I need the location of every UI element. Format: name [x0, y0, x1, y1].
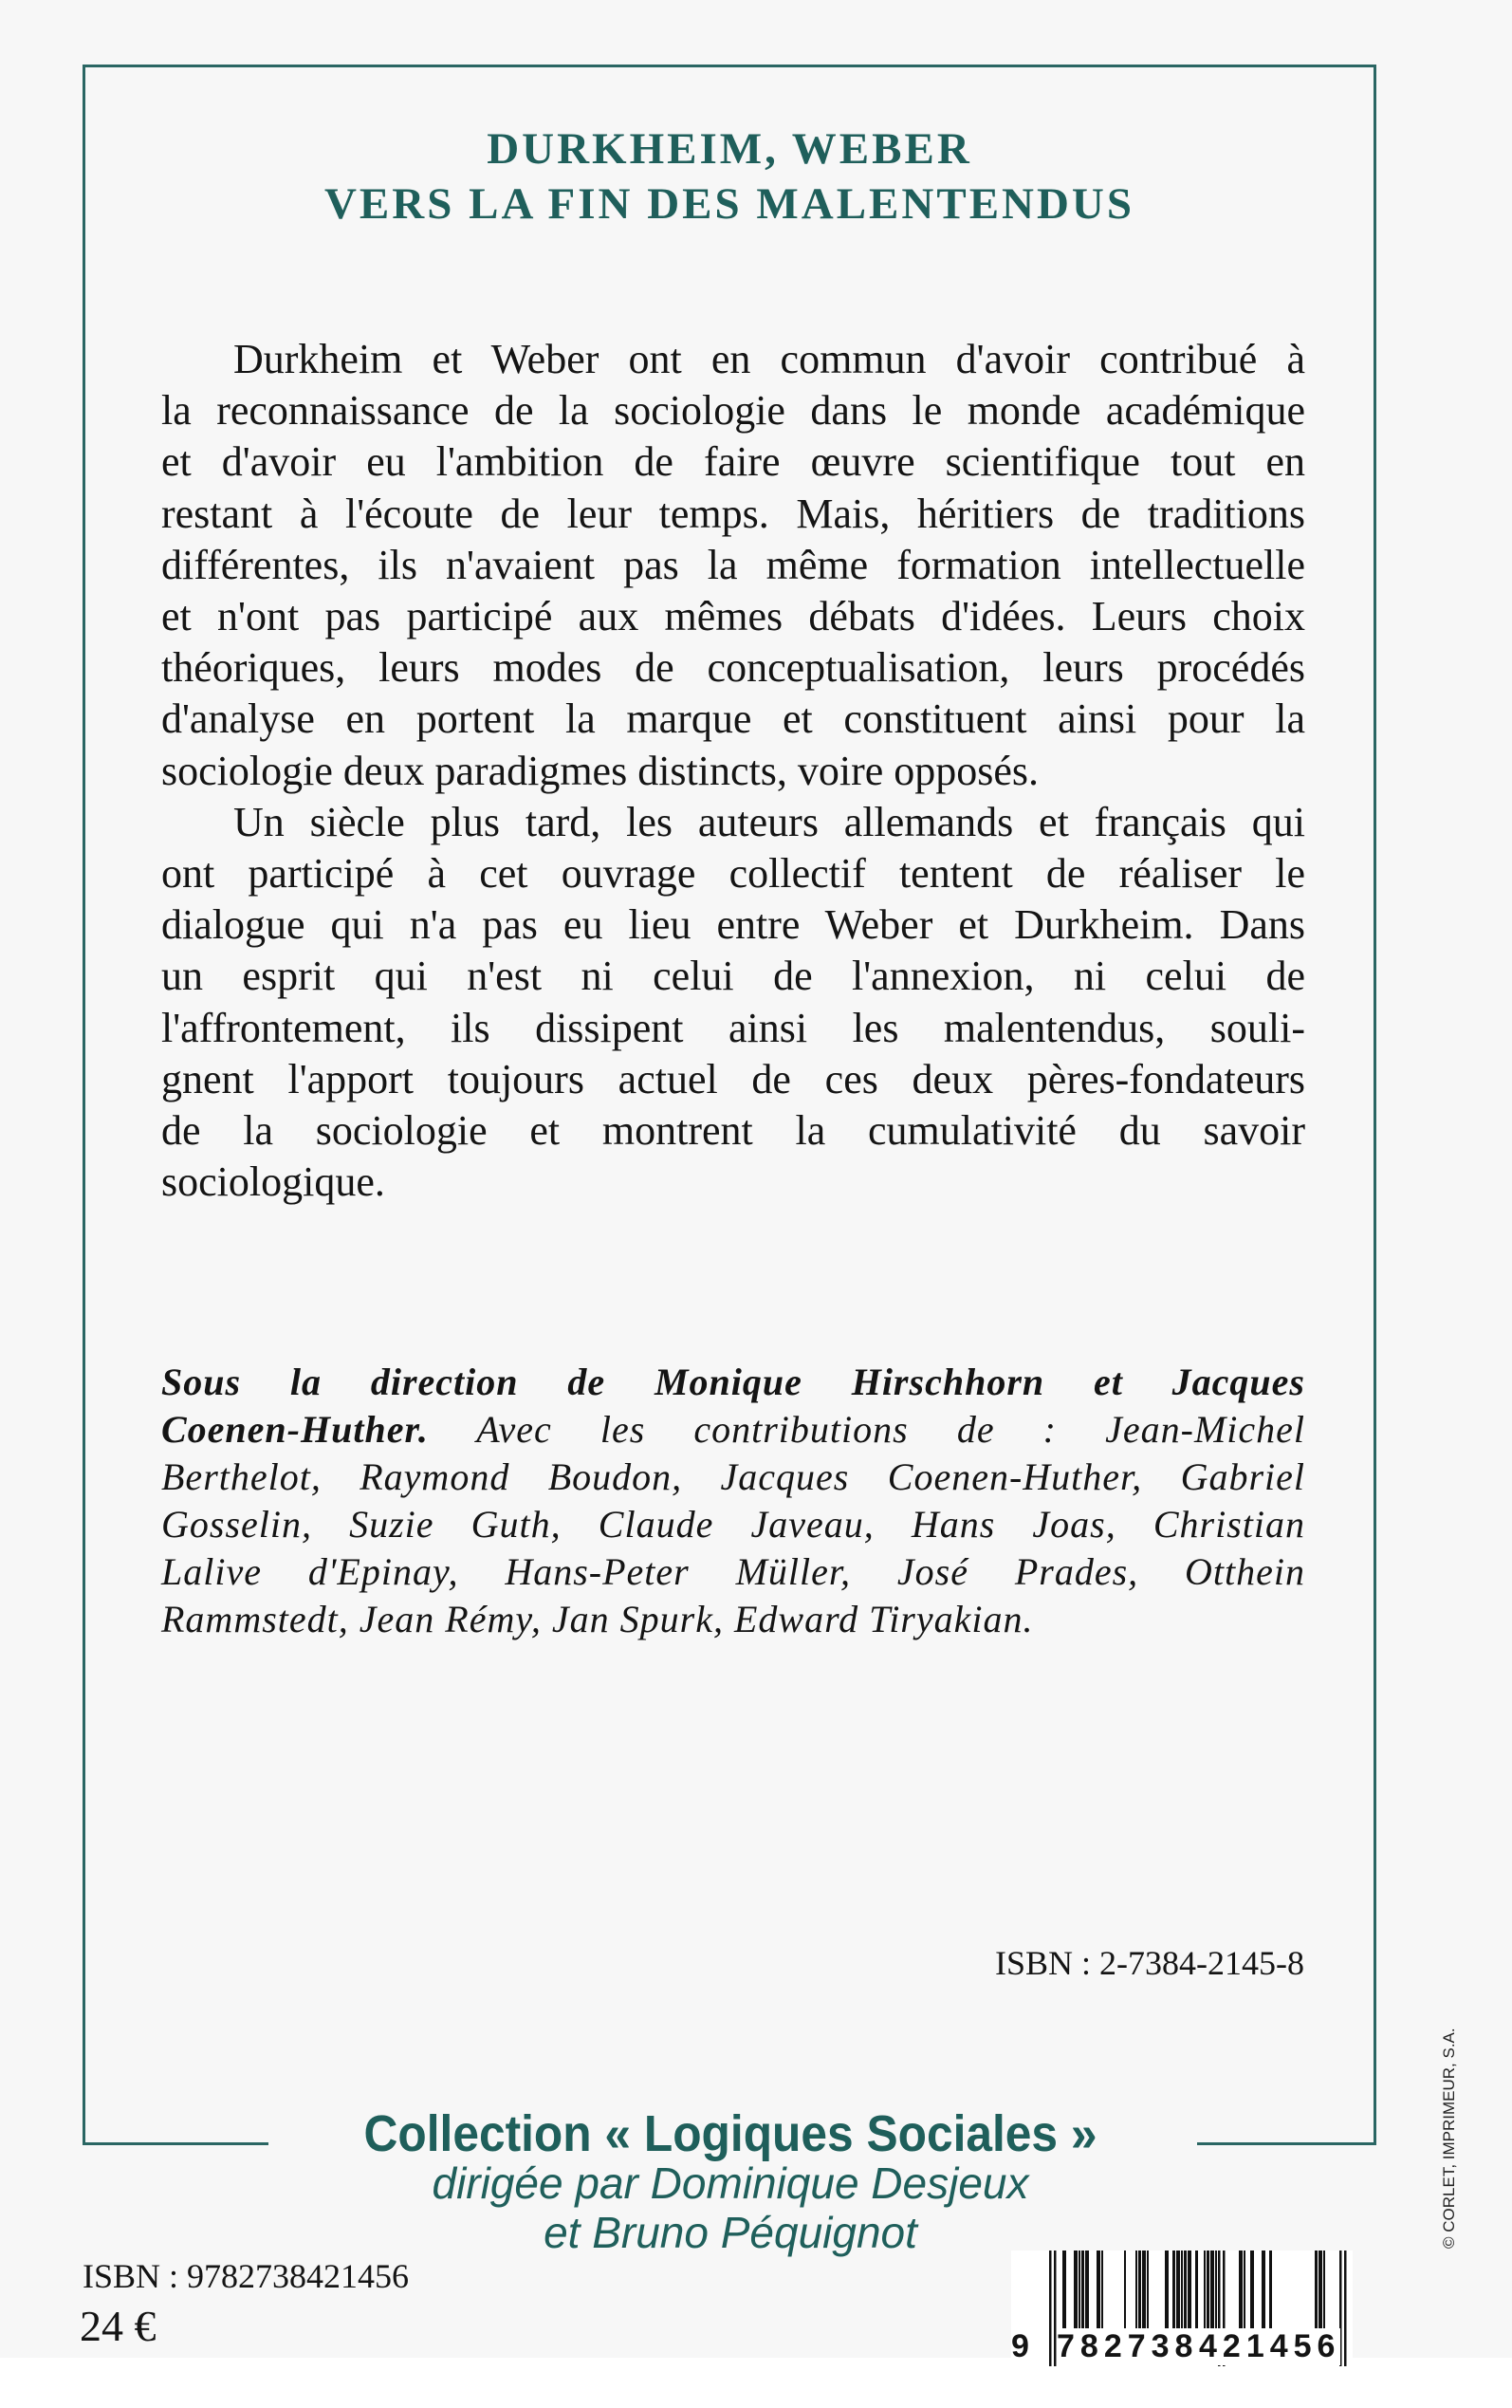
blurb-line: gnent l'apport toujours actuel de ces deux pères-fondateurs — [161, 1055, 1305, 1102]
barcode-bar — [1147, 2251, 1149, 2328]
blurb-line: théoriques, leurs modes de conceptualisation, leurs procédés — [161, 644, 1305, 692]
barcode-bar — [1176, 2251, 1180, 2328]
barcode-bar — [1085, 2251, 1089, 2328]
barcode-bar — [1074, 2251, 1078, 2328]
blurb-line: restant à l'écoute de leur temps. Mais, héritiers de traditions — [161, 490, 1305, 537]
barcode-bar — [1207, 2251, 1209, 2328]
barcode-bar — [1188, 2251, 1191, 2328]
barcode-group-1: 782738 — [1057, 2328, 1199, 2364]
barcode-bar — [1262, 2251, 1265, 2328]
barcode-bar — [1097, 2251, 1100, 2328]
blurb-line: sociologie deux paradigmes distincts, voire opposés. — [161, 747, 1040, 794]
blurb-line: sociologique. — [161, 1158, 385, 1206]
blurb-line: Durkheim et Weber ont en commun d'avoir contribué à — [233, 336, 1305, 382]
barcode-bar — [1244, 2251, 1245, 2328]
blurb-line: un esprit qui n'est ni celui de l'annexion, ni celui de — [161, 953, 1305, 1000]
barcode-bar — [1318, 2251, 1322, 2328]
barcode-bar — [1250, 2251, 1254, 2328]
price: 24 € — [80, 2302, 157, 2350]
barcode-bar — [1049, 2251, 1052, 2366]
printer-credit: © CORLET, IMPRIMEUR, S.A. — [1440, 2028, 1458, 2249]
blurb-line: et n'ont pas participé aux mêmes débats d'idées. Leurs choix — [161, 593, 1305, 640]
barcode-digit: 9 — [1011, 2328, 1035, 2364]
barcode-bar — [1269, 2251, 1272, 2328]
credits-editors: Sous la direction de Monique Hirschhorn et Jacques — [161, 1361, 1305, 1403]
blurb-line: et d'avoir eu l'ambition de faire œuvre scientifique tout en — [161, 438, 1305, 486]
title-line-2: VERS LA FIN DES MALENTENDUS — [323, 179, 1135, 229]
barcode-bar — [1124, 2251, 1126, 2328]
blurb-line: différentes, ils n'avaient pas la même formation intellectuelle — [161, 541, 1305, 588]
book-title — [83, 121, 1376, 232]
credits-line: Lalive d'Epinay, Hans-Peter Müller, José Prades, Otthein — [161, 1550, 1305, 1593]
collection-director-1: dirigée par Dominique Desjeux — [432, 2158, 1029, 2208]
blurb-line: dialogue qui n'a pas eu lieu entre Weber et Durkheim. Dans — [161, 901, 1305, 949]
barcode-bar — [1215, 2251, 1217, 2328]
credits — [161, 1359, 1305, 1643]
credits-line: Gosselin, Suzie Guth, Claude Javeau, Hans Joas, Christian — [161, 1503, 1305, 1546]
barcode-bar — [1165, 2251, 1169, 2328]
barcode-bar — [1344, 2251, 1347, 2366]
isbn: ISBN : 9782738421456 — [83, 2257, 410, 2295]
blurb-line: de la sociologie et montrent la cumulativité du savoir — [161, 1107, 1305, 1155]
credits-line: Berthelot, Raymond Boudon, Jacques Coenen-Huther, Gabriel — [161, 1455, 1305, 1498]
credits-editor-2: Coenen-Huther. — [161, 1408, 429, 1451]
barcode-bar — [1172, 2251, 1175, 2328]
barcode-bar — [1135, 2251, 1137, 2328]
blurb-line: d'analyse en portent la marque et constituent ainsi pour la — [161, 695, 1305, 743]
barcode-bar — [1062, 2251, 1066, 2328]
barcode-bar — [1195, 2251, 1198, 2328]
barcode-bar — [1138, 2251, 1141, 2328]
blurb-line: l'affrontement, ils dissipent ainsi les malentendus, souli- — [161, 1004, 1305, 1051]
barcode-bar — [1315, 2251, 1318, 2328]
blurb-line: Un siècle plus tard, les auteurs allemands et français qui — [233, 798, 1305, 845]
collection-name: Collection « Logiques Sociales » — [363, 2105, 1097, 2162]
barcode-bar — [1184, 2251, 1187, 2328]
barcode-bar — [1323, 2251, 1325, 2328]
barcode — [1011, 2251, 1353, 2364]
barcode-bar — [1204, 2251, 1206, 2328]
barcode-bar — [1239, 2251, 1243, 2328]
credits-intro: Avec les contributions de : Jean-Michel — [428, 1408, 1305, 1451]
title-line-1: DURKHEIM, WEBER — [487, 124, 972, 174]
barcode-bar — [1142, 2251, 1146, 2328]
barcode-bar — [1079, 2251, 1080, 2328]
barcode-bar — [1101, 2251, 1103, 2328]
blurb — [161, 334, 1305, 1208]
collection-director-2: et Bruno Péquignot — [544, 2208, 917, 2257]
blurb-line: ont participé à cet ouvrage collectif tentent de réaliser le — [161, 850, 1305, 898]
barcode-bar — [1081, 2251, 1084, 2328]
credits-line: Rammstedt, Jean Rémy, Jan Spurk, Edward Tiryakian. — [161, 1598, 1034, 1640]
barcode-bar — [1210, 2251, 1214, 2328]
barcode-bar — [1181, 2251, 1183, 2328]
blurb-line: la reconnaissance de la sociologie dans le monde académique — [161, 387, 1305, 435]
isbn-inner: ISBN : 2-7384-2145-8 — [995, 1944, 1304, 1982]
barcode-group-2: 421456 — [1199, 2328, 1341, 2364]
